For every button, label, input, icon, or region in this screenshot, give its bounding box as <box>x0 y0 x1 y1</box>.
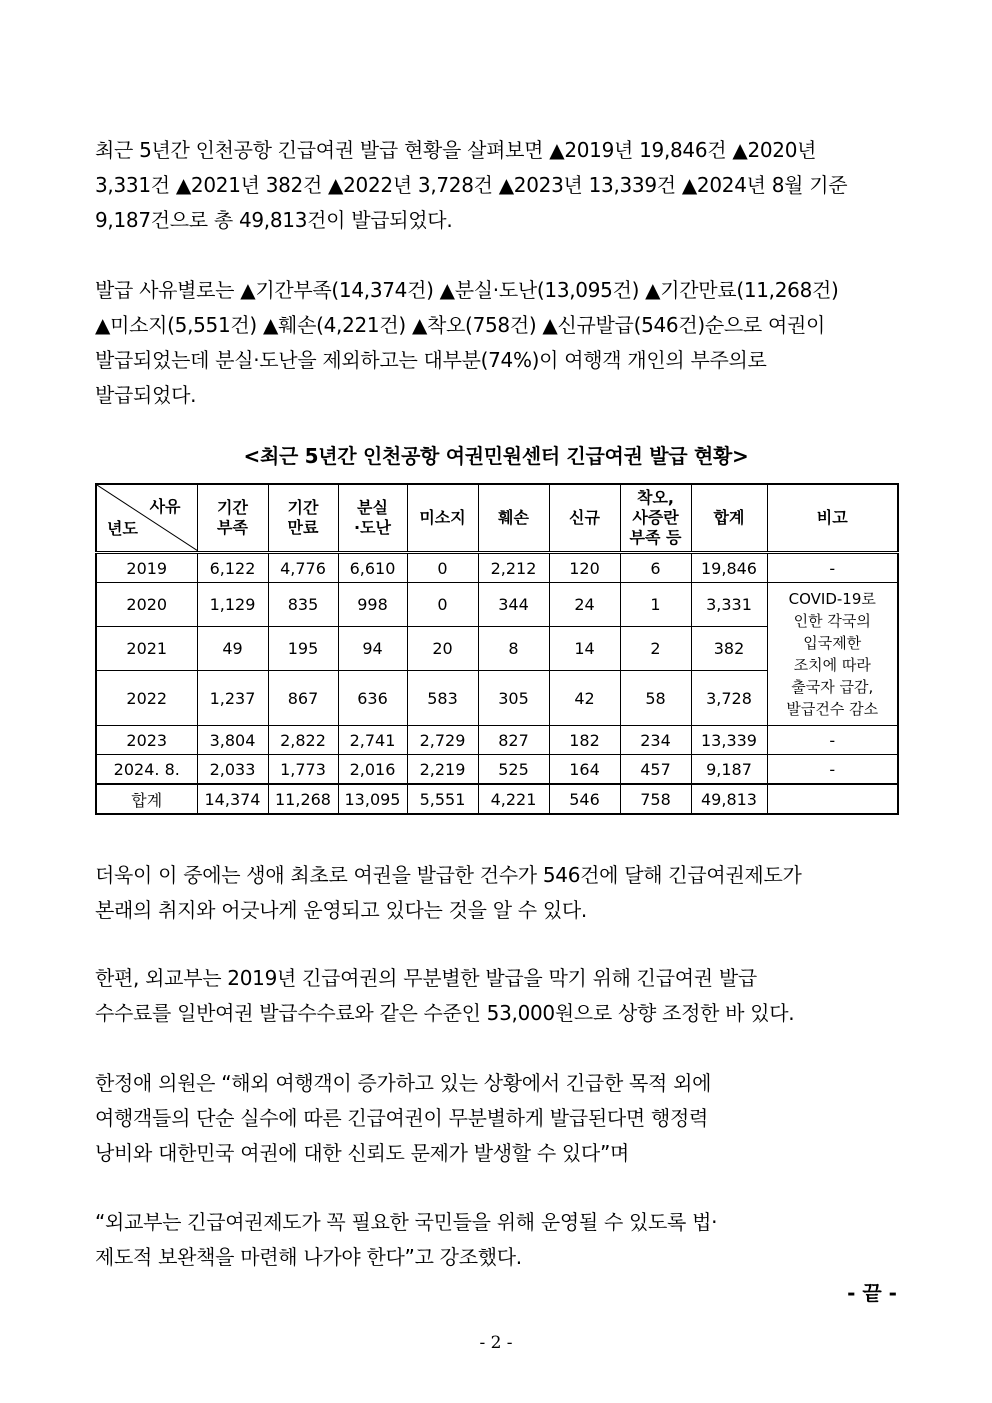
value-cell: 0 <box>407 583 478 627</box>
value-cell: 758 <box>620 784 691 814</box>
total-cell: 3,331 <box>691 583 767 627</box>
total-cell: 3,728 <box>691 671 767 726</box>
value-cell: 1 <box>620 583 691 627</box>
header-note: 비고 <box>767 484 898 553</box>
value-cell: 2,729 <box>407 726 478 755</box>
paragraph-fee-adjustment <box>95 961 897 1031</box>
text-line: 한편, 외교부는 2019년 긴급여권의 무분별한 발급을 막기 위해 긴급여권 발급 <box>95 966 757 990</box>
table-total-row <box>96 784 898 814</box>
text-line: 낭비와 대한민국 여권에 대한 신뢰도 문제가 발생할 수 있다”며 <box>95 1141 630 1165</box>
paragraph-issuance-status <box>95 133 897 238</box>
total-cell: 382 <box>691 627 767 671</box>
total-cell: 13,339 <box>691 726 767 755</box>
table-row <box>96 726 898 755</box>
value-cell: 2 <box>620 627 691 671</box>
text-line: 발급되었는데 분실·도난을 제외하고는 대부분(74%)이 여행객 개인의 부주의로 <box>95 348 767 372</box>
diagonal-line <box>97 485 198 551</box>
end-mark: - 끝 - <box>847 1281 897 1305</box>
header-damaged: 훼손 <box>478 484 549 553</box>
header-period-short: 기간 부족 <box>197 484 268 553</box>
page-number: - 2 - <box>479 1333 513 1353</box>
year-cell: 합계 <box>96 784 197 814</box>
covid-note-cell: COVID-19로 인한 각국의 입국제한 조치에 따라 출국자 급감, 발급건수 감소 <box>767 583 898 726</box>
note-cell <box>767 784 898 814</box>
value-cell: 835 <box>268 583 338 627</box>
value-cell: 0 <box>407 553 478 583</box>
emergency-passport-table <box>95 483 899 815</box>
total-cell: 49,813 <box>691 784 767 814</box>
text-line: 더욱이 이 중에는 생애 최초로 여권을 발급한 건수가 546건에 달해 긴급여권제도가 <box>95 863 802 887</box>
value-cell: 120 <box>549 553 620 583</box>
value-cell: 636 <box>338 671 407 726</box>
value-cell: 2,033 <box>197 755 268 785</box>
value-cell: 94 <box>338 627 407 671</box>
value-cell: 4,776 <box>268 553 338 583</box>
value-cell: 998 <box>338 583 407 627</box>
header-total: 합계 <box>691 484 767 553</box>
corner-header-reason: 사유 <box>149 497 181 516</box>
value-cell: 49 <box>197 627 268 671</box>
header-lost-stolen: 분실 ·도난 <box>338 484 407 553</box>
paragraph-issuance-reasons <box>95 273 897 413</box>
table-row <box>96 755 898 785</box>
value-cell: 234 <box>620 726 691 755</box>
year-cell: 2023 <box>96 726 197 755</box>
value-cell: 1,129 <box>197 583 268 627</box>
corner-header-year: 년도 <box>107 519 138 538</box>
value-cell: 2,016 <box>338 755 407 785</box>
value-cell: 6 <box>620 553 691 583</box>
value-cell: 14 <box>549 627 620 671</box>
note-cell: - <box>767 553 898 583</box>
value-cell: 195 <box>268 627 338 671</box>
value-cell: 1,773 <box>268 755 338 785</box>
text-line: 최근 5년간 인천공항 긴급여권 발급 현황을 살펴보면 ▲2019년 19,846건 ▲2020년 <box>95 138 817 162</box>
header-new: 신규 <box>549 484 620 553</box>
text-line: 수수료를 일반여권 발급수수료와 같은 수준인 53,000원으로 상향 조정한 바 있다. <box>95 1001 795 1025</box>
text-line: 발급 사유별로는 ▲기간부족(14,374건) ▲분실·도난(13,095건) ▲기간만료(11,268건) <box>95 278 839 302</box>
total-cell: 19,846 <box>691 553 767 583</box>
table-row <box>96 553 898 583</box>
value-cell: 6,610 <box>338 553 407 583</box>
year-cell: 2019 <box>96 553 197 583</box>
value-cell: 583 <box>407 671 478 726</box>
value-cell: 11,268 <box>268 784 338 814</box>
year-cell: 2020 <box>96 583 197 627</box>
total-cell: 9,187 <box>691 755 767 785</box>
value-cell: 2,741 <box>338 726 407 755</box>
value-cell: 58 <box>620 671 691 726</box>
text-line: 3,331건 ▲2021년 382건 ▲2022년 3,728건 ▲2023년 13,339건 ▲2024년 8월 기준 <box>95 173 848 197</box>
paragraph-lawmaker-quote <box>95 1066 897 1171</box>
text-line: 여행객들의 단순 실수에 따른 긴급여권이 무분별하게 발급된다면 행정력 <box>95 1106 709 1130</box>
header-not-carried: 미소지 <box>407 484 478 553</box>
corner-header <box>96 484 197 553</box>
text-line: ▲미소지(5,551건) ▲훼손(4,221건) ▲착오(758건) ▲신규발급(546건)순으로 여권이 <box>95 313 826 337</box>
note-cell: - <box>767 726 898 755</box>
table-row <box>96 583 898 627</box>
table-title: <최근 5년간 인천공항 여권민원센터 긴급여권 발급 현황> <box>243 444 749 468</box>
value-cell: 13,095 <box>338 784 407 814</box>
value-cell: 827 <box>478 726 549 755</box>
value-cell: 867 <box>268 671 338 726</box>
year-cell: 2022 <box>96 671 197 726</box>
text-line: 한정애 의원은 “해외 여행객이 증가하고 있는 상황에서 긴급한 목적 외에 <box>95 1071 712 1095</box>
text-line: 제도적 보완책을 마련해 나가야 한다”고 강조했다. <box>95 1245 522 1269</box>
year-cell: 2021 <box>96 627 197 671</box>
paragraph-conclusion <box>95 1205 897 1275</box>
value-cell: 5,551 <box>407 784 478 814</box>
value-cell: 305 <box>478 671 549 726</box>
value-cell: 182 <box>549 726 620 755</box>
value-cell: 4,221 <box>478 784 549 814</box>
value-cell: 546 <box>549 784 620 814</box>
text-line: “외교부는 긴급여권제도가 꼭 필요한 국민들을 위해 운영될 수 있도록 법· <box>95 1210 718 1234</box>
value-cell: 6,122 <box>197 553 268 583</box>
value-cell: 20 <box>407 627 478 671</box>
value-cell: 1,237 <box>197 671 268 726</box>
header-period-expired: 기간 만료 <box>268 484 338 553</box>
value-cell: 2,212 <box>478 553 549 583</box>
value-cell: 8 <box>478 627 549 671</box>
value-cell: 3,804 <box>197 726 268 755</box>
text-line: 9,187건으로 총 49,813건이 발급되었다. <box>95 208 453 232</box>
value-cell: 42 <box>549 671 620 726</box>
year-cell: 2024. 8. <box>96 755 197 785</box>
value-cell: 24 <box>549 583 620 627</box>
value-cell: 344 <box>478 583 549 627</box>
header-error: 착오, 사증란 부족 등 <box>620 484 691 553</box>
value-cell: 2,822 <box>268 726 338 755</box>
note-cell: - <box>767 755 898 785</box>
text-line: 발급되었다. <box>95 383 197 407</box>
value-cell: 164 <box>549 755 620 785</box>
value-cell: 525 <box>478 755 549 785</box>
text-line: 본래의 취지와 어긋나게 운영되고 있다는 것을 알 수 있다. <box>95 898 587 922</box>
value-cell: 2,219 <box>407 755 478 785</box>
value-cell: 14,374 <box>197 784 268 814</box>
value-cell: 457 <box>620 755 691 785</box>
paragraph-first-issuance <box>95 858 897 928</box>
